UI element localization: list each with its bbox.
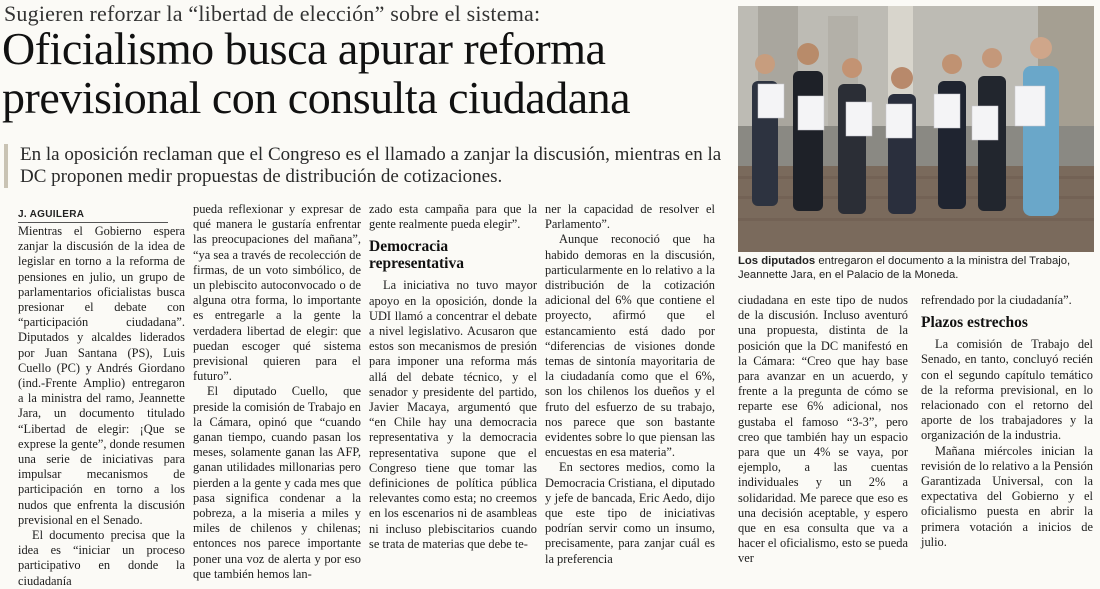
paragraph: La comisión de Trabajo del Senado, en tanto, concluyó recién con el segundo capítulo temático de la reforma previsional, en lo relacionado con el retorno del aporte de los trabajadores y la organización de la industria.	[921, 337, 1093, 443]
paragraph: En sectores medios, como la Democracia Cristiana, el diputado y jefe de bancada, Eric Aedo, dijo que este tipo de iniciativas podrían servir como un insumo, precisamente, para zanjar cuál es la preferencia	[545, 460, 715, 566]
paragraph: zado esta campaña para que la gente realmente pueda elegir”.	[369, 202, 537, 232]
paragraph: ciudadana en este tipo de nudos de la discusión. Incluso aventuró una propuesta, distinta de la posición que la DC manifestó en la Cámara: “Creo que hay base para avanzar en un acuerdo, y frente a la pregunta de cómo se reparte ese 6% adicional, nos gustaba el famoso “3-3”, pero creo que también hay un espacio para que un 4% se vaya, por ejemplo, a las cuentas individuales y un 2% a solidaridad. Me parece que eso es una decisión aceptable, y espero que en esa consulta que va a hacer el oficialismo, esto se pueda ver	[738, 293, 908, 566]
subheading: Democracia representativa	[369, 238, 464, 273]
paragraph: ner la capacidad de resolver el Parlamento”.	[545, 202, 715, 232]
photo-caption	[738, 254, 1094, 282]
kicker: Sugieren reforzar la “libertad de elección” sobre el sistema:	[4, 1, 541, 26]
subheading: Plazos estrechos	[921, 314, 1028, 332]
article-column-5	[738, 293, 908, 567]
article-column-6	[921, 293, 1093, 550]
article-column-1	[18, 224, 185, 589]
paragraph: Mañana miércoles inician la revisión de lo relativo a la Pensión Garantizada Universal, con la expectativa del Gobierno y el oficialismo puesta en abrir la primera votación a inicios de julio.	[921, 443, 1093, 549]
byline-rule	[18, 222, 168, 223]
caption-lead: Los diputados	[738, 255, 816, 267]
article-column-4	[545, 202, 715, 567]
paragraph: Mientras el Gobierno espera zanjar la discusión de la idea de legislar en torno a la reforma de pensiones en julio, un grupo de parlamentarios oficialistas busca presionar el debate con “participación ciudadana”. Diputados y alcaldes liderados por Juan Santana (PS), Luis Cuello (PC) y Andrés Giordano (ind.-Frente Amplio) entregaron a la ministra del ramo, Jeannette Jara, un documento titulado “Libertad de elegir: ¡Que se exprese la gente”, donde resumen una serie de iniciativas para impulsar mecanismos de participación en torno a los nudos que enfrenta la discusión previsional en el Senado.	[18, 224, 185, 527]
headline: Oficialismo busca apurar reforma previsional con consulta ciudadana	[2, 23, 631, 123]
byline: J. AGUILERA	[18, 209, 85, 220]
photo-illustration	[738, 6, 1094, 252]
paragraph: El documento precisa que la idea es “iniciar un proceso participativo en donde la ciudadanía	[18, 528, 185, 588]
article-column-3	[369, 202, 537, 552]
caption-text: entregaron el documento a la ministra del Trabajo, Jeannette Jara, en el Palacio de la Moneda.	[738, 255, 1071, 281]
paragraph: Aunque reconoció que ha habido demoras en la discusión, particularmente en lo relativo a la distribución de la cotización adicional del 6% que contiene el proyecto, afirmó que el estancamiento está dado por “diferencias de visiones donde temas de sintonía mayoritaria de la ciudadanía como que el 6%, son los chilenos los dueños y el fruto del esfuerzo de su trabajo, nos parece que son bastante evidentes sobre lo que piensan las encuestas en esa materia”.	[545, 232, 715, 460]
paragraph: refrendado por la ciudadanía”.	[921, 293, 1072, 307]
paragraph: La iniciativa no tuvo mayor apoyo en la oposición, donde la UDI llamó a concentrar el debate a nivel legislativo. Acusaron que estos son mecanismos de presión para imponer una reforma más allá del debate técnico, y el senador y presidente del partido, Javier Macaya, argumentó que “en Chile hay una democracia representativa y la democracia representativa supone que el Congreso tiene que tomar las definiciones de política pública relevantes como esta; no creemos en los escenarios ni de asambleas ni incluso plebiscitarios cuando se trata de materias que debe te-	[369, 278, 537, 551]
deck: En la oposición reclaman que el Congreso es el llamado a zanjar la discusión, mientras en la DC proponen medir propuestas de distribución de cotizaciones.	[4, 144, 745, 188]
photo-deputies	[738, 6, 1094, 252]
paragraph: El diputado Cuello, que preside la comisión de Trabajo en la Cámara, opinó que “cuando ganan tiempo, cuando pasan los meses, solamente ganan las AFP, ganan utilidades millonarias pero pierden a la gente y cada mes que pasa significa condenar a la pobreza, a la miseria a miles y miles de chilenos y chilenas; entonces nos parece importante poner una voz de alerta y por eso que también hemos lan-	[193, 384, 361, 581]
article-column-2	[193, 202, 361, 582]
paragraph: pueda reflexionar y expresar de qué manera le gustaría enfrentar las preocupaciones del mañana”, “ya sea a través de recolección de firmas, de un voto simbólico, de un plebiscito autoconvocado o de alguna otra forma, lo importante es entregarle a la gente la verdadera libertad de elegir: que puedan escoger qué sistema previsional quieren para el futuro”.	[193, 202, 361, 384]
